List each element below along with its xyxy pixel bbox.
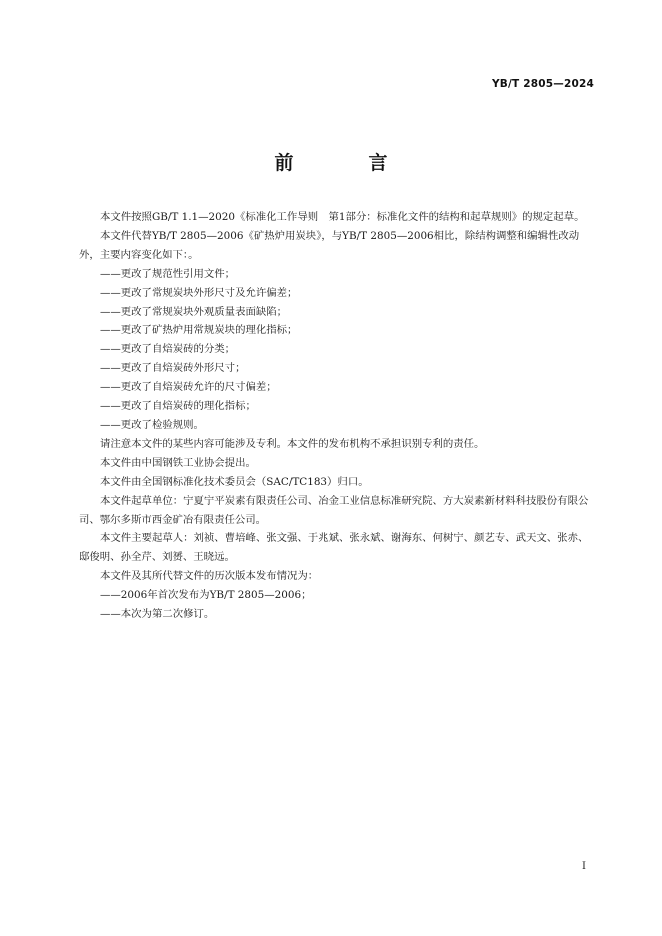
change-item: ——更改了常规炭块外观质量表面缺陷； xyxy=(100,305,288,318)
page-title: 前 言 xyxy=(274,152,416,174)
paragraph-replacement: 本文件代替YB/T 2805—2006《矿热炉用炭块》，与YB/T 2805—2006相比，除结构调整和编辑性改动外，主要内容变化如下：。 xyxy=(79,229,580,261)
history-item: ——本次为第二次修订。 xyxy=(100,608,215,621)
paragraph-drafters: 本文件主要起草人：刘祯、曹培峰、张文强、于兆斌、张永斌、谢海东、何树宁、颜艺专、武天文、张赤、邸俊明、孙全芹、刘赟、王晓远。 xyxy=(79,532,589,564)
history-item: ——2006年首次发布为YB/T 2805—2006； xyxy=(100,589,312,602)
change-item: ——更改了自焙炭砖允许的尺寸偏差； xyxy=(100,381,277,394)
paragraph-drafting-rules: 本文件按照GB/T 1.1—2020《标准化工作导则 第1部分：标准化文件的结构和起草规则》的规定起草。 xyxy=(100,211,585,223)
paragraph-proposer: 本文件由中国钢铁工业协会提出。 xyxy=(100,456,256,469)
paragraph-committee: 本文件由全国钢标准化技术委员会（SAC/TC183）归口。 xyxy=(100,475,369,488)
paragraph-history-intro: 本文件及其所代替文件的历次版本发布情况为： xyxy=(100,570,319,583)
change-item: ——更改了规范性引用文件； xyxy=(100,267,236,280)
change-item: ——更改了检验规则。 xyxy=(100,418,204,431)
change-item: ——更改了自焙炭砖的分类； xyxy=(100,343,236,356)
change-item: ——更改了常规炭块外形尺寸及允许偏差； xyxy=(100,286,298,299)
paragraph-patent-notice: 请注意本文件的某些内容可能涉及专利。本文件的发布机构不承担识别专利的责任。 xyxy=(100,437,485,450)
document-code: YB/T 2805—2024 xyxy=(491,78,594,90)
change-item: ——更改了自焙炭砖外形尺寸； xyxy=(100,362,246,375)
change-item: ——更改了矿热炉用常规炭块的理化指标； xyxy=(100,324,298,337)
page-number: I xyxy=(582,861,586,872)
foreword-body xyxy=(79,208,591,624)
paragraph-drafting-units: 本文件起草单位：宁夏宁平炭素有限责任公司、冶金工业信息标准研究院、方大炭素新材料科技股份有限公司、鄂尔多斯市西金矿冶有限责任公司。 xyxy=(79,494,589,526)
change-item: ——更改了自焙炭砖的理化指标； xyxy=(100,400,256,413)
